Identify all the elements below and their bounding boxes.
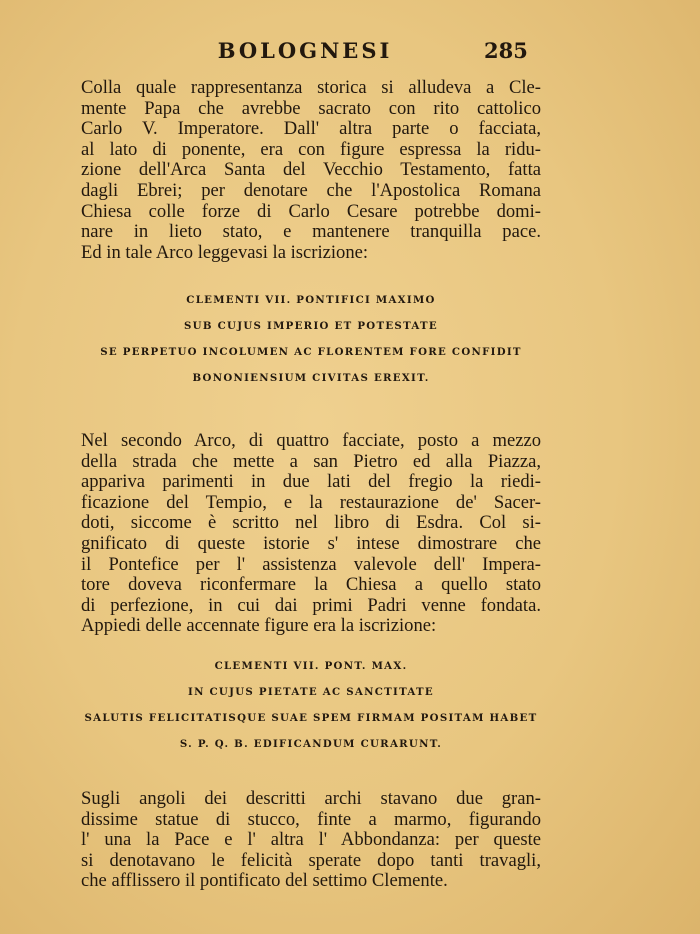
text-line: Sugli angoli dei descritti archi stavano due gran-: [81, 788, 541, 809]
inscription-line: CLEMENTI VII. PONT. MAX.: [214, 660, 408, 672]
text-line: doti, siccome è scritto nel libro di Esdra. Col si-: [81, 512, 541, 534]
inscription-line: S. P. Q. B. EDIFICANDUM CURARUNT.: [179, 738, 443, 750]
text-line: Ed in tale Arco leggevasi la iscrizione:: [81, 241, 369, 263]
text-line: Nel secondo Arco, di quattro facciate, posto a mezzo: [81, 430, 541, 451]
text-line: ficazione del Tempio, e la restaurazione de' Sacer-: [81, 491, 541, 513]
inscription-1: [81, 294, 541, 398]
text-line: Carlo V. Imperatore. Dall' altra parte o facciata,: [81, 118, 541, 140]
text-line: tore doveva riconfermare la Chiesa a quello stato: [81, 574, 541, 596]
text-line: Appiedi delle accennate figure era la iscrizione:: [81, 615, 437, 637]
running-title: BOLOGNESI: [217, 38, 393, 63]
text-line: dagli Ebrei; per denotare che l'Apostolica Romana: [81, 179, 541, 201]
text-line: Chiesa colle forze di Carlo Cesare potrebbe domi-: [81, 200, 541, 222]
inscription-line: CLEMENTI VII. PONTIFICI MAXIMO: [186, 294, 436, 306]
text-line: al lato di ponente, era con figure espressa la ridu-: [81, 138, 541, 160]
paragraph-2: [81, 431, 541, 637]
paragraph-1: [81, 78, 541, 263]
inscription-line: SALUTIS FELICITATISQUE SUAE SPEM FIRMAM POSITAM HABET: [84, 712, 538, 724]
text-line: dissime statue di stucco, finte a marmo, figurando: [81, 808, 541, 830]
inscription-line: IN CUJUS PIETATE AC SANCTITATE: [188, 686, 434, 698]
text-line: nare in lieto stato, e mantenere tranquilla pace.: [81, 221, 541, 243]
text-line: Colla quale rappresentanza storica si alludeva a Cle-: [81, 77, 541, 98]
page-header: [0, 38, 700, 68]
inscription-line: BONONIENSIUM CIVITAS EREXIT.: [192, 372, 430, 384]
inscription-line: SUB CUJUS IMPERIO ET POTESTATE: [184, 320, 438, 332]
text-line: appariva parimenti in due lati del fregio la riedi-: [81, 471, 541, 493]
text-line: che afflissero il pontificato del settimo Clemente.: [81, 870, 448, 892]
text-line: mente Papa che avrebbe sacrato con rito cattolico: [81, 97, 541, 119]
text-line: il Pontefice per l' assistenza valevole dell' Impera-: [81, 553, 541, 575]
inscription-2: [81, 660, 541, 764]
inscription-line: SE PERPETUO INCOLUMEN AC FLORENTEM FORE CONFIDIT: [100, 346, 522, 358]
paragraph-3: [81, 789, 541, 892]
text-line: zione dell'Arca Santa del Vecchio Testamento, fatta: [81, 159, 541, 181]
text-line: l' una la Pace e l' altra l' Abbondanza: per queste: [81, 829, 541, 851]
text-line: si denotavano le felicità sperate dopo tanti travagli,: [81, 849, 541, 871]
text-line: gnificato di queste istorie s' intese dimostrare che: [81, 532, 541, 554]
text-line: di perfezione, in cui dai primi Padri venne fondata.: [81, 594, 541, 616]
page-number: 285: [484, 38, 528, 63]
text-line: della strada che mette a san Pietro ed alla Piazza,: [81, 450, 541, 472]
